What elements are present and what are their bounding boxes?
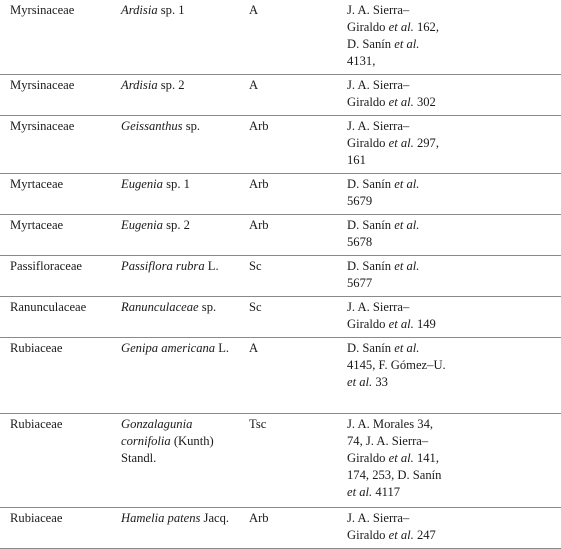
voucher-segment: J. A. Sierra–Giraldo xyxy=(347,511,410,542)
species-name-italic: Eugenia xyxy=(121,218,163,232)
family-cell: Passifloraceae xyxy=(0,256,121,297)
family-cell: Myrsinaceae xyxy=(0,116,121,174)
table-row xyxy=(0,338,561,414)
voucher-text xyxy=(347,340,447,391)
habit-cell: Arb xyxy=(249,215,347,256)
species-cell xyxy=(121,116,249,174)
species-name-text: L. xyxy=(204,259,219,273)
species-name-text: sp. 2 xyxy=(162,218,190,232)
habit-cell: Arb xyxy=(249,116,347,174)
species-name-italic: Ardisia xyxy=(121,3,158,17)
family-cell: Myrtaceae xyxy=(0,174,121,215)
voucher-text xyxy=(347,510,447,544)
voucher-segment: 4145, F. Gómez–U. xyxy=(347,358,446,372)
voucher-segment: J. A. Sierra–Giraldo xyxy=(347,3,410,34)
voucher-segment: 162, D. Sanín xyxy=(347,20,439,51)
voucher-text xyxy=(347,217,447,251)
voucher-segment: 141, 174, 253, D. Sanín xyxy=(347,451,442,482)
voucher-segment: D. Sanín xyxy=(347,177,395,191)
voucher-et-al: et al. xyxy=(388,20,414,34)
species-name-text: sp. 2 xyxy=(157,78,185,92)
species-name-italic: Gonzalagunia cornifolia xyxy=(121,417,193,448)
family-cell: Rubiaceae xyxy=(0,338,121,414)
species-cell xyxy=(121,297,249,338)
species-name-italic: Genipa americana xyxy=(121,341,216,355)
species-cell xyxy=(121,338,249,414)
species-name-italic: Ranunculaceae xyxy=(121,300,199,314)
habit-cell: A xyxy=(249,0,347,75)
habit-cell: Sc xyxy=(249,256,347,297)
voucher-et-al: et al. xyxy=(388,528,414,542)
species-cell xyxy=(121,0,249,75)
voucher-cell xyxy=(347,256,561,297)
table-row xyxy=(0,297,561,338)
voucher-cell xyxy=(347,116,561,174)
habit-cell: A xyxy=(249,75,347,116)
species-cell xyxy=(121,174,249,215)
species-name-text: sp. xyxy=(198,300,217,314)
voucher-segment: 297, 161 xyxy=(347,136,439,167)
species-name-italic: Geissanthus xyxy=(121,119,183,133)
voucher-segment: D. Sanín xyxy=(347,218,395,232)
species-name-italic: Eugenia xyxy=(121,177,163,191)
species-name-italic: Ardisia xyxy=(121,78,158,92)
voucher-cell xyxy=(347,338,561,414)
table-row xyxy=(0,116,561,174)
voucher-et-al: et al. xyxy=(388,317,414,331)
species-name-text: Jacq. xyxy=(200,511,230,525)
voucher-segment: 247 xyxy=(413,528,436,542)
voucher-et-al: et al. xyxy=(388,136,414,150)
voucher-et-al: et al. xyxy=(388,451,414,465)
voucher-text xyxy=(347,77,447,111)
species-name-italic: Hamelia patens xyxy=(121,511,201,525)
family-cell: Myrsinaceae xyxy=(0,0,121,75)
voucher-segment: 302 xyxy=(413,95,436,109)
voucher-text xyxy=(347,176,447,210)
table-row xyxy=(0,414,561,508)
voucher-et-al: et al. xyxy=(394,177,420,191)
family-cell: Myrtaceae xyxy=(0,215,121,256)
voucher-cell xyxy=(347,215,561,256)
family-cell: Rubiaceae xyxy=(0,508,121,549)
voucher-segment: 5677 xyxy=(347,276,373,290)
table-row xyxy=(0,508,561,549)
voucher-et-al: et al. xyxy=(388,95,414,109)
voucher-segment: 5679 xyxy=(347,194,373,208)
voucher-cell xyxy=(347,0,561,75)
voucher-cell xyxy=(347,75,561,116)
voucher-et-al: et al. xyxy=(394,259,420,273)
table-row xyxy=(0,256,561,297)
species-name-text: (Kunth) Standl. xyxy=(121,434,214,465)
voucher-text xyxy=(347,416,447,501)
family-cell: Myrsinaceae xyxy=(0,75,121,116)
species-name-text: sp. xyxy=(182,119,201,133)
species-cell xyxy=(121,414,249,508)
species-cell xyxy=(121,215,249,256)
voucher-segment: 5678 xyxy=(347,235,373,249)
voucher-segment: J. A. Sierra–Giraldo xyxy=(347,119,410,150)
habit-cell: Arb xyxy=(249,508,347,549)
habit-cell: Tsc xyxy=(249,414,347,508)
voucher-segment: J. A. Morales 34, 74, J. A. Sierra–Giraldo xyxy=(347,417,434,465)
species-cell xyxy=(121,508,249,549)
table-row xyxy=(0,174,561,215)
voucher-cell xyxy=(347,508,561,549)
voucher-segment: 4117 xyxy=(372,485,401,499)
voucher-segment: 149 xyxy=(413,317,436,331)
voucher-segment: J. A. Sierra–Giraldo xyxy=(347,78,410,109)
voucher-segment: D. Sanín xyxy=(347,341,395,355)
voucher-et-al: et al. xyxy=(347,375,373,389)
voucher-cell xyxy=(347,174,561,215)
habit-cell: A xyxy=(249,338,347,414)
table-row xyxy=(0,75,561,116)
family-cell: Rubiaceae xyxy=(0,414,121,508)
voucher-text xyxy=(347,2,447,70)
species-name-text: sp. 1 xyxy=(162,177,190,191)
voucher-segment: J. A. Sierra–Giraldo xyxy=(347,300,410,331)
species-name-text: L. xyxy=(215,341,230,355)
voucher-cell xyxy=(347,414,561,508)
species-name-text: sp. 1 xyxy=(157,3,185,17)
voucher-segment: 4131, xyxy=(347,54,376,68)
voucher-et-al: et al. xyxy=(394,37,420,51)
voucher-et-al: et al. xyxy=(347,485,373,499)
voucher-et-al: et al. xyxy=(394,341,420,355)
voucher-segment: 33 xyxy=(372,375,388,389)
species-name-italic: Passiflora rubra xyxy=(121,259,205,273)
voucher-text xyxy=(347,118,447,169)
habit-cell: Arb xyxy=(249,174,347,215)
table-row xyxy=(0,215,561,256)
species-cell xyxy=(121,256,249,297)
voucher-text xyxy=(347,258,447,292)
table-row xyxy=(0,0,561,75)
voucher-segment: D. Sanín xyxy=(347,259,395,273)
family-cell: Ranunculaceae xyxy=(0,297,121,338)
voucher-text xyxy=(347,299,447,333)
species-cell xyxy=(121,75,249,116)
voucher-et-al: et al. xyxy=(394,218,420,232)
habit-cell: Sc xyxy=(249,297,347,338)
voucher-cell xyxy=(347,297,561,338)
